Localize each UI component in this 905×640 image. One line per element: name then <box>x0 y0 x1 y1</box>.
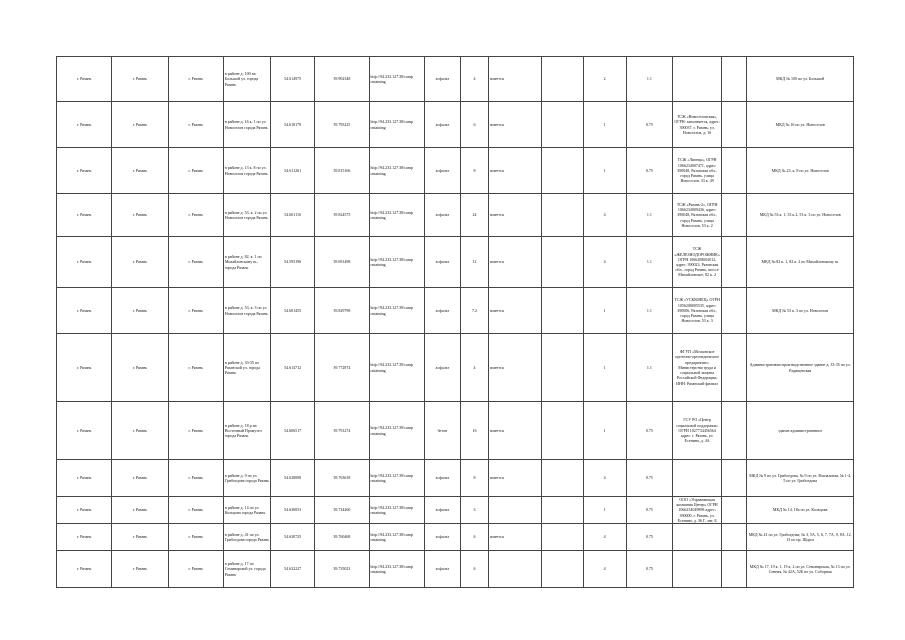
table-row <box>57 460 854 497</box>
longitude-cell: 39.760468 <box>315 524 369 551</box>
fence-cell: имеется <box>489 194 542 237</box>
area-cell: 24 <box>460 194 488 237</box>
planned-count-cell <box>542 334 583 402</box>
fence-cell: имеется <box>489 334 542 402</box>
table-row <box>57 334 854 402</box>
address-cell: в районе д. 53, к. 3 по ул. Новоселов города Рязань <box>223 288 270 334</box>
surface-cell: асфальт <box>424 102 460 148</box>
table-body <box>57 57 854 588</box>
container-count-cell: 1 <box>583 402 626 460</box>
map-link-cell[interactable]: http://94.233.127.39/camp ontaining <box>369 460 424 497</box>
owner-cell: ТСЖ «Липецк», ОГРН 1066234007471, адрес: 390048, Рязанская обл., город Рязань, улица Новоселов, 33 к. 49 <box>673 148 722 194</box>
latitude-cell: 54.630725 <box>271 524 315 551</box>
area-cell: 6 <box>460 102 488 148</box>
spacer-cell <box>722 102 747 148</box>
address-cell: в районе д. 100 на Большой ул. города Рязань <box>223 57 270 102</box>
source-cell: МКД № 82 к. 1, 82 к. 2 по Михайловскому ш. <box>747 237 854 288</box>
planned-count-cell <box>542 497 583 524</box>
volume-cell: 1.1 <box>626 334 672 402</box>
map-link-cell[interactable]: http://94.233.127.38/camp ontaining <box>369 194 424 237</box>
longitude-cell: 39.763618 <box>315 460 369 497</box>
surface-cell: асфальт <box>424 57 460 102</box>
map-link-cell[interactable]: http://94.233.127.38/camp ontaining <box>369 551 424 588</box>
municipality-cell: г. Рязань <box>57 497 112 524</box>
spacer-cell <box>722 551 747 588</box>
table-row <box>57 402 854 460</box>
latitude-cell: 54.610179 <box>271 102 315 148</box>
latitude-cell: 54.611261 <box>271 148 315 194</box>
settlement-cell: г. Рязань <box>112 460 168 497</box>
settlement-cell: г. Рязань <box>112 57 168 102</box>
locality-cell: г. Рязань <box>168 497 223 524</box>
owner-cell: ТСЖ «ЖЕЛЕЗНОДОРОЖНИК» ОГРН 1066208002012, адрес: 390023, Рязанская обл., город Рязань, шоссе Михайловское, 82 к. 2 <box>673 237 722 288</box>
settlement-cell: г. Рязань <box>112 194 168 237</box>
spacer-cell <box>722 57 747 102</box>
latitude-cell: 54.614712 <box>271 334 315 402</box>
area-cell: 7.2 <box>460 288 488 334</box>
area-cell: 8 <box>460 148 488 194</box>
container-count-cell: 4 <box>583 460 626 497</box>
planned-count-cell <box>542 237 583 288</box>
owner-cell <box>673 551 722 588</box>
address-cell: в районе д. 33-35 по Рязанской ул. города Рязань <box>223 334 270 402</box>
table-row <box>57 57 854 102</box>
spacer-cell <box>722 334 747 402</box>
municipality-cell: г. Рязань <box>57 57 112 102</box>
container-count-cell: 1 <box>583 334 626 402</box>
volume-cell: 0.75 <box>626 524 672 551</box>
volume-cell: 0.75 <box>626 551 672 588</box>
longitude-cell: 39.735023 <box>315 551 369 588</box>
longitude-cell: 39.824575 <box>315 194 369 237</box>
municipality-cell: г. Рязань <box>57 194 112 237</box>
map-link-cell[interactable]: http://94.233.127.38/camp ontaining <box>369 497 424 524</box>
longitude-cell: 39.902348 <box>315 57 369 102</box>
fence-cell: имеется <box>489 460 542 497</box>
latitude-cell: 54.632227 <box>271 551 315 588</box>
planned-count-cell <box>542 460 583 497</box>
locality-cell: г. Рязань <box>168 237 223 288</box>
locality-cell: г. Рязань <box>168 402 223 460</box>
area-cell: 4 <box>460 57 488 102</box>
source-cell: МКД № 53 к. 1, 53 к.2, 53 к. 3 по ул. Новоселов <box>747 194 854 237</box>
spacer-cell <box>722 148 747 194</box>
municipality-cell: г. Рязань <box>57 102 112 148</box>
fence-cell <box>489 551 542 588</box>
map-link-cell[interactable]: http://94.233.127.39/camp ontaining <box>369 402 424 460</box>
table-row <box>57 497 854 524</box>
map-link-cell[interactable]: http://94.233.127.38/camp ontaining <box>369 102 424 148</box>
owner-cell: ТСЖ «УСКЮНЕЦ» ОГРН 1056208005535, адрес: 390006, Рязанская обл., город Рязань, улица Новоселов, 53 к. 3 <box>673 288 722 334</box>
settlement-cell: г. Рязань <box>112 102 168 148</box>
volume-cell: 1.1 <box>626 237 672 288</box>
longitude-cell: 39.734260 <box>315 497 369 524</box>
map-link-cell[interactable]: http://94.233.127.38/camp ontaining <box>369 148 424 194</box>
area-cell: 8 <box>460 460 488 497</box>
volume-cell: 1.1 <box>626 288 672 334</box>
table-row <box>57 148 854 194</box>
planned-count-cell <box>542 288 583 334</box>
owner-cell: ТСЖ «Новоселовская», ОГРН: заполняется, адрес: 390037, г. Рязань, ул. Новоселов, д. 16 <box>673 102 722 148</box>
source-cell: МКД № 14, 18а по ул. Кольцова <box>747 497 854 524</box>
container-count-cell: 4 <box>583 237 626 288</box>
volume-cell: 0.75 <box>626 148 672 194</box>
planned-count-cell <box>542 194 583 237</box>
owner-cell: ООО «Управляющая компания Центр» ОГРН 1066234049898 адрес: 390000, г. Рязань, ул. Есенина, д. 36 Г, лит. Б <box>673 497 722 524</box>
longitude-cell: 39.772874 <box>315 334 369 402</box>
settlement-cell: г. Рязань <box>112 237 168 288</box>
area-cell: 6 <box>460 551 488 588</box>
spacer-cell <box>722 194 747 237</box>
planned-count-cell <box>542 551 583 588</box>
source-cell: МКД № 100 по ул. Большой <box>747 57 854 102</box>
municipality-cell: г. Рязань <box>57 460 112 497</box>
volume-cell: 1.1 <box>626 57 672 102</box>
volume-cell: 0.75 <box>626 102 672 148</box>
municipality-cell: г. Рязань <box>57 288 112 334</box>
latitude-cell: 54.606517 <box>271 402 315 460</box>
container-count-cell: 4 <box>583 524 626 551</box>
area-cell: 6 <box>460 524 488 551</box>
surface-cell: асфальт <box>424 148 460 194</box>
settlement-cell: г. Рязань <box>112 334 168 402</box>
fence-cell: имеется <box>489 57 542 102</box>
spacer-cell <box>722 402 747 460</box>
volume-cell: 1.1 <box>626 194 672 237</box>
table-row <box>57 237 854 288</box>
owner-cell: ФГУП «Московское протезно-ортопедическое предприятие» Министерства труда и социальной защиты Российской Федерации, ИНН: Рязанский филиал <box>673 334 722 402</box>
latitude-cell: 54.630053 <box>271 497 315 524</box>
table-row <box>57 551 854 588</box>
fence-cell: имеется <box>489 148 542 194</box>
fence-cell: имеется <box>489 102 542 148</box>
container-count-cell: 1 <box>583 497 626 524</box>
locality-cell: г. Рязань <box>168 460 223 497</box>
planned-count-cell <box>542 57 583 102</box>
planned-count-cell <box>542 524 583 551</box>
longitude-cell: 39.691498 <box>315 237 369 288</box>
volume-cell: 0.75 <box>626 402 672 460</box>
address-cell: в районе д. 41 по ул. Грибоедова города Рязань <box>223 524 270 551</box>
settlement-cell: г. Рязань <box>112 288 168 334</box>
locality-cell: г. Рязань <box>168 57 223 102</box>
container-count-cell: 4 <box>583 194 626 237</box>
owner-cell <box>673 524 722 551</box>
longitude-cell: 39.829798 <box>315 288 369 334</box>
surface-cell: асфальт <box>424 460 460 497</box>
planned-count-cell <box>542 402 583 460</box>
table-row <box>57 102 854 148</box>
source-cell: Административно-производственное здание д. 33-35 по ул. Радищевская <box>747 334 854 402</box>
planned-count-cell <box>542 102 583 148</box>
address-cell: в районе д. 9 по ул. Грибоедова города Рязань <box>223 460 270 497</box>
surface-cell: асфальт <box>424 194 460 237</box>
fence-cell <box>489 497 542 524</box>
address-cell: в районе д. 14 по ул. Кольцова города Рязань <box>223 497 270 524</box>
municipality-cell: г. Рязань <box>57 402 112 460</box>
latitude-cell: 54.601116 <box>271 194 315 237</box>
settlement-cell: г. Рязань <box>112 551 168 588</box>
table-row <box>57 524 854 551</box>
latitude-cell: 54.601455 <box>271 288 315 334</box>
longitude-cell: 39.795225 <box>315 102 369 148</box>
surface-cell: асфальт <box>424 237 460 288</box>
map-link-cell[interactable]: http://94.233.127.38/camp ontaining <box>369 57 424 102</box>
fence-cell: имеется <box>489 402 542 460</box>
municipality-cell: г. Рязань <box>57 148 112 194</box>
area-cell: 12 <box>460 237 488 288</box>
locality-cell: г. Рязань <box>168 148 223 194</box>
settlement-cell: г. Рязань <box>112 524 168 551</box>
municipality-cell: г. Рязань <box>57 524 112 551</box>
surface-cell: бетон <box>424 402 460 460</box>
locality-cell: г. Рязань <box>168 102 223 148</box>
map-link-cell[interactable]: http://94.233.127.39/camp ontaining <box>369 288 424 334</box>
address-cell: в районе д. 53, к. 2 по ул. Новоселов города Рязань <box>223 194 270 237</box>
area-cell: 4 <box>460 334 488 402</box>
latitude-cell: 54.628008 <box>271 460 315 497</box>
source-cell: МКД № 41 по ул. Грибоедова; № 3, 5А, 5, 6, 7, 7А, 9, 8А, 12, 13 по пр. Щорса <box>747 524 854 551</box>
locality-cell: г. Рязань <box>168 288 223 334</box>
surface-cell: асфальт <box>424 497 460 524</box>
table-row <box>57 194 854 237</box>
address-cell: в районе д. 18 р на Восточный Промузел города Рязань <box>223 402 270 460</box>
fence-cell: имеется <box>489 524 542 551</box>
container-count-cell: 2 <box>583 57 626 102</box>
source-cell: МКД № 17, 19 к. 1, 19 к. 2 по ул. Семинарская, № 13 по ул. Сенная, № 42А, 52Б по ул. Соборная <box>747 551 854 588</box>
municipality-cell: г. Рязань <box>57 237 112 288</box>
locality-cell: г. Рязань <box>168 194 223 237</box>
locality-cell: г. Рязань <box>168 334 223 402</box>
surface-cell: асфальт <box>424 334 460 402</box>
map-link-cell[interactable]: http://94.233.127.39/camp ontaining <box>369 334 424 402</box>
register-table <box>56 56 854 588</box>
owner-cell <box>673 57 722 102</box>
spacer-cell <box>722 237 747 288</box>
volume-cell: 0.75 <box>626 497 672 524</box>
source-cell: МКД № 9 по ул. Грибоедова, № 9 по ул. Вокзальная, № 1-4, 5 по ул. Грибоедова <box>747 460 854 497</box>
municipality-cell: г. Рязань <box>57 551 112 588</box>
source-cell: МКД № 23, к. 8 по ул. Новоселов <box>747 148 854 194</box>
container-count-cell: 1 <box>583 148 626 194</box>
planned-count-cell <box>542 148 583 194</box>
locality-cell: г. Рязань <box>168 551 223 588</box>
settlement-cell: г. Рязань <box>112 148 168 194</box>
container-count-cell: 4 <box>583 551 626 588</box>
surface-cell: асфальт <box>424 288 460 334</box>
spacer-cell <box>722 460 747 497</box>
latitude-cell: 54.614975 <box>271 57 315 102</box>
surface-cell: асфальт <box>424 551 460 588</box>
surface-cell: асфальт <box>424 524 460 551</box>
container-count-cell: 1 <box>583 102 626 148</box>
address-cell: в районе д. 17 по Семинарской ул. города Рязань <box>223 551 270 588</box>
area-cell: 3 <box>460 497 488 524</box>
longitude-cell: 39.791274 <box>315 402 369 460</box>
table-row <box>57 288 854 334</box>
municipality-cell: г. Рязань <box>57 334 112 402</box>
source-cell: МКД № 16 по ул. Новоселов <box>747 102 854 148</box>
spacer-cell <box>722 497 747 524</box>
longitude-cell: 39.815166 <box>315 148 369 194</box>
locality-cell: г. Рязань <box>168 524 223 551</box>
area-cell: 16 <box>460 402 488 460</box>
spacer-cell <box>722 288 747 334</box>
source-cell: МКД № 53 к. 3 по ул. Новоселов <box>747 288 854 334</box>
settlement-cell: г. Рязань <box>112 402 168 460</box>
map-link-cell[interactable]: http://94.233.127.38/camp ontaining <box>369 237 424 288</box>
settlement-cell: г. Рязань <box>112 497 168 524</box>
spacer-cell <box>722 524 747 551</box>
container-count-cell: 1 <box>583 288 626 334</box>
owner-cell <box>673 460 722 497</box>
fence-cell: имеется <box>489 237 542 288</box>
owner-cell: ТСЖ «Рязань-2», ОГРН 1066234009436, адрес: 390048, Рязанская обл., город Рязань, улица Новоселов, 53 к. 2 <box>673 194 722 237</box>
map-link-cell[interactable]: http://94.233.127.38/camp ontaining <box>369 524 424 551</box>
address-cell: в районе д. 13 к. 8 по ул. Новоселов города Рязань <box>223 148 270 194</box>
latitude-cell: 54.593196 <box>271 237 315 288</box>
owner-cell: ГСУ РО «Центр социальной поддержки» ОГРН 1027734456564 адрес: г. Рязань, ул. Есенина, д. 4А <box>673 402 722 460</box>
volume-cell: 0.75 <box>626 460 672 497</box>
address-cell: в районе д. 16 к. 1 по ул. Новоселов города Рязань <box>223 102 270 148</box>
address-cell: в районе д. 82, к. 1 по Михайловскому ш., города Рязань <box>223 237 270 288</box>
fence-cell: имеется <box>489 288 542 334</box>
source-cell: здание административное <box>747 402 854 460</box>
